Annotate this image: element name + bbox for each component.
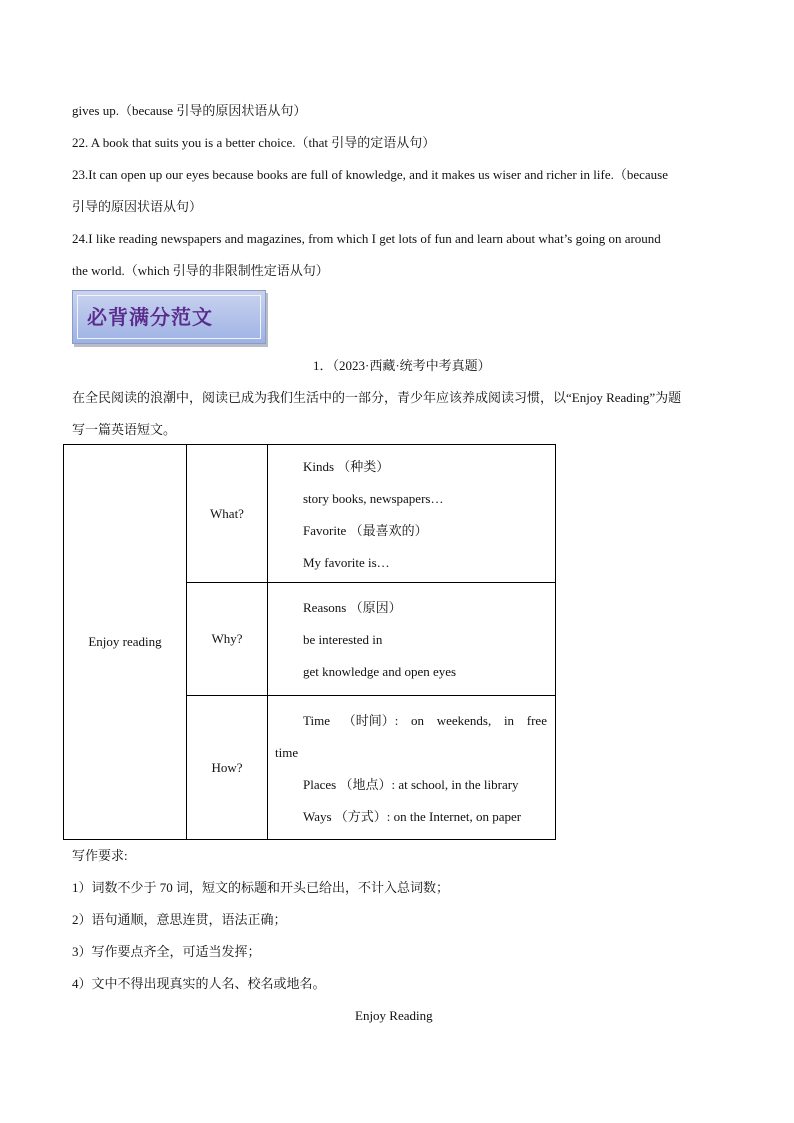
why-detail-line: Reasons （原因） — [303, 600, 402, 615]
section-heading-banner — [72, 290, 266, 344]
sentence-23-line1: 23.It can open up our eyes because books are full of knowledge, and it makes us wiser and richer in life.（because — [72, 167, 668, 182]
sentence-23-line2: 引导的原因状语从句） — [72, 199, 203, 214]
sentence-21-ending: gives up.（because 引导的原因状语从句） — [72, 103, 307, 118]
requirement-item: 1）词数不少于 70 词，短文的标题和开头已给出，不计入总词数； — [72, 880, 450, 895]
outline-why-label: Why? — [187, 583, 268, 696]
why-detail-line: be interested in — [303, 632, 383, 647]
what-detail-line: My favorite is… — [303, 555, 390, 570]
how-places-line: Places （地点）: at school, in the library — [303, 777, 519, 792]
how-time-word: Time — [303, 713, 330, 728]
essay-title: Enjoy Reading — [355, 1008, 433, 1023]
how-time-word: weekends, — [436, 713, 492, 728]
sentence-24-line1: 24.I like reading newspapers and magazines, from which I get lots of fun and learn about what’s going on around — [72, 231, 661, 246]
how-time-continuation: time — [275, 745, 299, 760]
how-ways-line: Ways （方式）: on the Internet, on paper — [303, 809, 522, 824]
what-detail-line: Kinds （种类） — [303, 459, 390, 474]
why-detail-line: get knowledge and open eyes — [303, 664, 457, 679]
requirement-item: 4）文中不得出现真实的人名、校名或地名。 — [72, 976, 326, 991]
sentence-22: 22. A book that suits you is a better choice.（that 引导的定语从句） — [72, 135, 436, 150]
outline-topic: Enjoy reading — [64, 445, 187, 840]
how-time-word: on — [411, 713, 425, 728]
sentence-24-line2: the world.（which 引导的非限制性定语从句） — [72, 263, 329, 278]
requirements-title: 写作要求: — [72, 848, 128, 863]
how-time-word: free — [526, 713, 547, 728]
outline-what-label: What? — [187, 445, 268, 583]
how-time-word: in — [503, 713, 515, 728]
task-prompt-line1: 在全民阅读的浪潮中，阅读已成为我们生活中的一部分，青少年应该养成阅读习惯，以“Enjoy Reading”为题 — [72, 390, 682, 405]
outline-why-details — [268, 583, 556, 696]
how-time-line — [303, 713, 547, 729]
task-number: 1．（2023·西藏·统考中考真题） — [313, 358, 491, 373]
outline-what-details — [268, 445, 556, 583]
what-detail-line: story books, newspapers… — [303, 491, 444, 506]
requirement-item: 2）语句通顺，意思连贯，语法正确； — [72, 912, 287, 927]
requirement-item: 3）写作要点齐全，可适当发挥； — [72, 944, 261, 959]
outline-table — [63, 444, 556, 840]
outline-how-details — [268, 696, 556, 840]
outline-how-label: How? — [187, 696, 268, 840]
section-heading: 必背满分范文 — [87, 305, 213, 329]
task-prompt-line2: 写一篇英语短文。 — [72, 422, 177, 437]
what-detail-line: Favorite （最喜欢的） — [303, 523, 428, 538]
how-time-word: （时间）: — [342, 713, 399, 728]
